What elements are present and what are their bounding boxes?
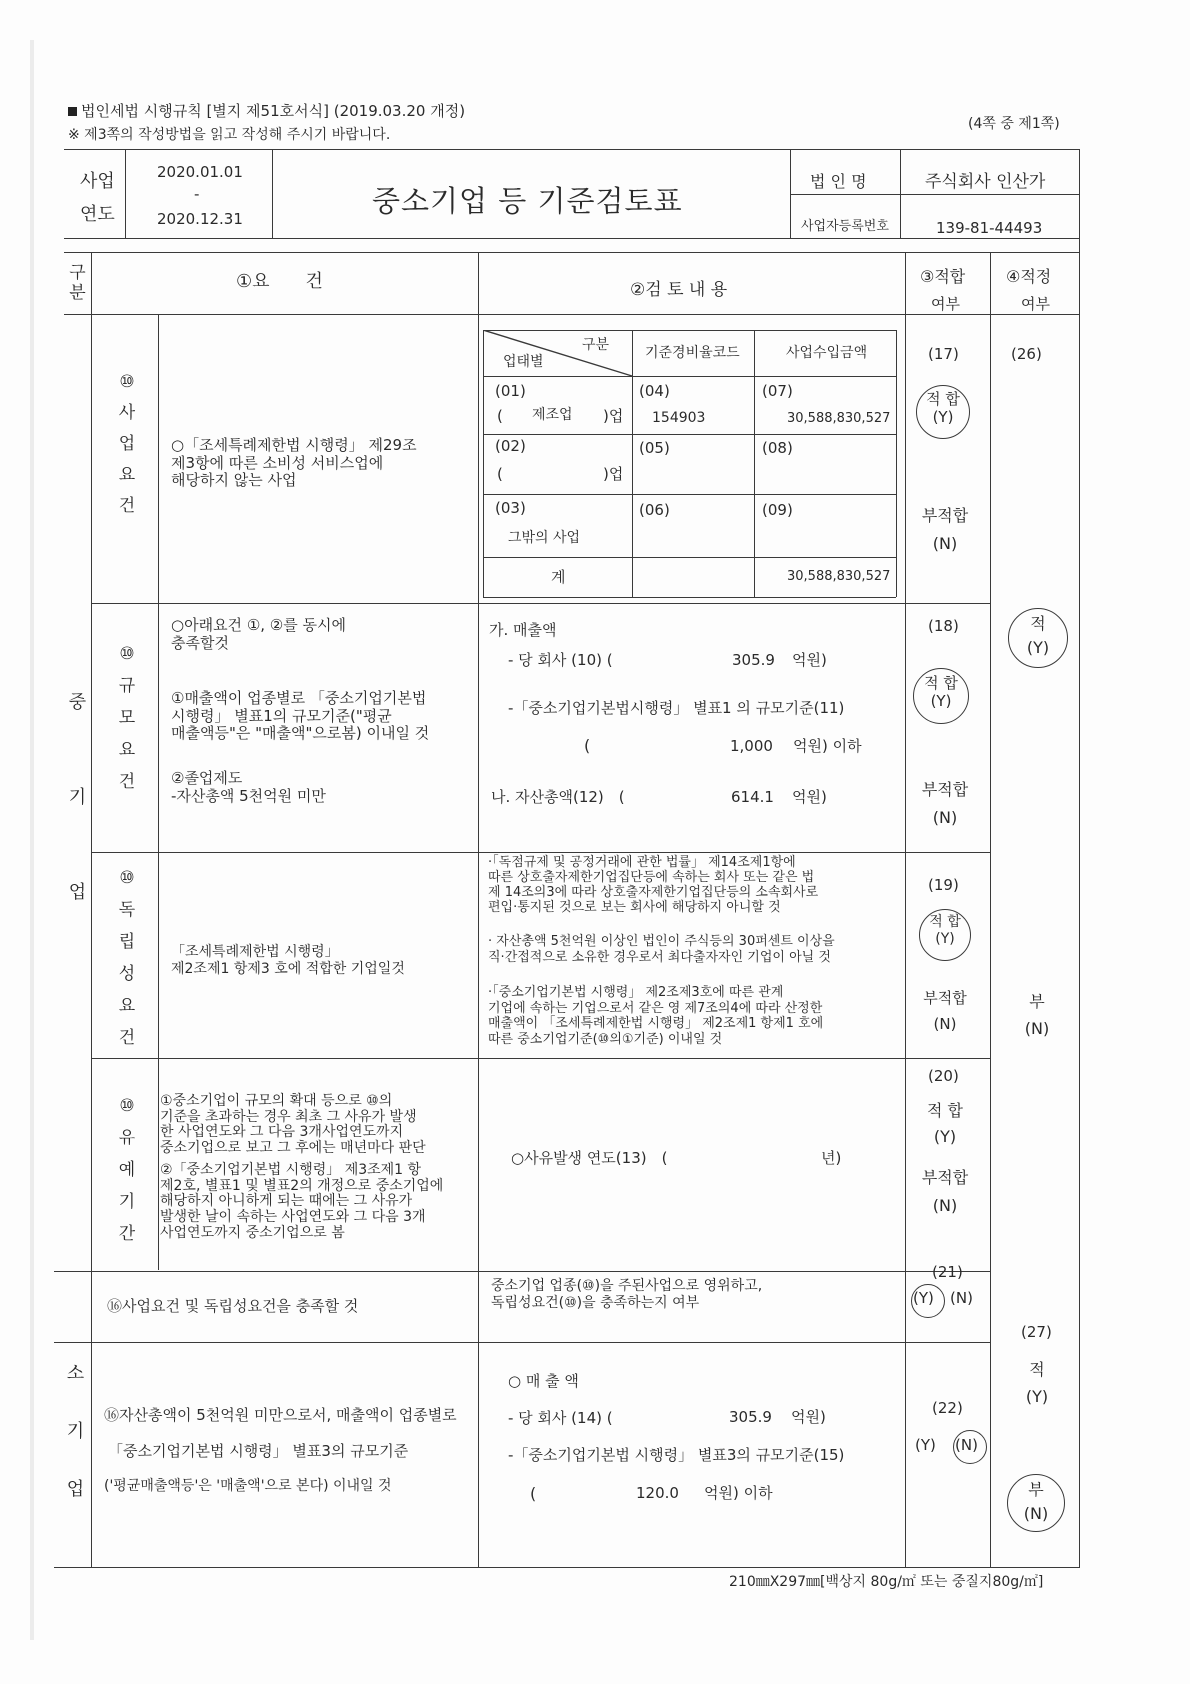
table-row2-open: (: [497, 465, 503, 483]
row106-review-company: - 당 회사 (14) (: [508, 1409, 613, 1427]
row106-req-1: ⑯자산총액이 5천억원 미만으로서, 매출액이 업종별로: [104, 1406, 457, 1424]
row102-unit: 억원): [792, 651, 827, 669]
rule: [790, 194, 1079, 195]
table-row1-name: 제조업: [532, 407, 573, 423]
row101-fit-no-text: 부적합 (N): [921, 506, 969, 553]
row105-requirement: ⑯사업요건 및 독립성요건을 충족할 것: [107, 1297, 359, 1315]
rule: [483, 494, 896, 495]
table-row3-no: (03): [495, 499, 526, 517]
table-row1-code-no: (04): [639, 382, 670, 400]
paper-spec: 210㎜X297㎜[백상지 80g/㎡ 또는 중질지80g/㎡]: [729, 1574, 1044, 1590]
rule: [272, 149, 273, 238]
row106-fit-y: (Y): [915, 1436, 936, 1454]
row103-fit-no: (19): [928, 876, 959, 894]
row102-fit-no-text: 부적합 (N): [921, 780, 969, 827]
scan-edge: [30, 40, 34, 1640]
rule: [91, 252, 92, 1567]
table-row3-amt-no: (09): [762, 501, 793, 519]
row106-standard-open: (: [530, 1484, 537, 1503]
column-fit: ③적합: [920, 267, 966, 286]
rule: [905, 252, 906, 1567]
table-row2-code-no: (05): [639, 439, 670, 457]
row101-proper-no: (26): [1011, 345, 1042, 363]
row105-fit-no: (21): [932, 1263, 963, 1281]
row102-proper: 적 (Y): [1026, 614, 1050, 657]
row106-req-3: ('평균매출액등'은 '매출액'으로 본다) 이내일 것: [104, 1478, 392, 1494]
rule: [64, 238, 1079, 239]
table-row2-suffix: )업: [603, 465, 624, 483]
row103-review-3: ·「중소기업기본법 시행령」 제2조제3호에 따른 관계 기업에 속하는 기업으로서 같은 영 제7조의4에 따라 산정한 매출액이 「조세특례제한법 시행령」 제2조제1 항제1 호에 따른 중소기업기준(⑩의①기준) 이내일 것: [488, 985, 824, 1047]
rule: [54, 1342, 991, 1343]
row106-fit-n: (N): [955, 1436, 978, 1454]
row102-standard-value: 1,000: [730, 737, 773, 755]
row103-requirement: 「조세특례제한법 시행령」 제2조제1 항제3 호에 적합한 기업일것: [171, 944, 405, 977]
table-row1-amount: 30,588,830,527: [787, 411, 891, 426]
row104-fit-yes: 적 합 (Y): [927, 1101, 963, 1146]
row102-req-2: ②졸업제도 -자산총액 5천억원 미만: [171, 769, 326, 805]
row106-standard-value: 120.0: [636, 1484, 679, 1502]
row106-review-standard: -「중소기업기본법 시행령」 별표3의 규모기준(15): [508, 1446, 845, 1464]
row101-label: ⑩ 사 업 요 건: [118, 372, 136, 516]
row104-label: ⑩ 유 예 기 간: [118, 1096, 136, 1244]
table-row1-amt-no: (07): [762, 382, 793, 400]
row102-company-sales: 305.9: [732, 651, 775, 669]
row105-fit-y: (Y): [913, 1289, 934, 1307]
table-row3-name: 그밖의 사업: [508, 530, 581, 546]
row104-fit-no: (20): [928, 1067, 959, 1085]
table-total-amount: 30,588,830,527: [787, 569, 891, 584]
rule: [1079, 149, 1080, 1567]
table-row3-code-no: (06): [639, 501, 670, 519]
side-label-small: 소기업: [66, 1363, 85, 1500]
page-indicator: (4쪽 중 제1쪽): [968, 116, 1060, 132]
row104-req-1: ①중소기업이 규모의 확대 등으로 ⑩의 기준을 초과하는 경우 최초 그 사유가 발생 한 사업연도와 그 다음 3개사업연도까지 중소기업으로 보고 그 후에는 매년마다 판단: [160, 1093, 426, 1157]
instruction-note: ※ 제3쪽의 작성방법을 읽고 작성해 주시기 바랍니다.: [68, 127, 391, 143]
table-row1-no: (01): [495, 382, 526, 400]
row104-req-2: ②「중소기업기본법 시행령」 제3조제1 항 제2호, 별표1 및 별표2의 개정으로 중소기업에 해당하지 아니하게 되는 때에는 그 사유가 발생한 날이 속하는 사업연도와 그 다음 3개 사업연도까지 중소기업으로 봄: [160, 1162, 444, 1241]
rule: [64, 149, 1079, 150]
table-diag-top: 구분: [582, 337, 610, 353]
row101-requirement: ○「조세특례제한법 시행령」 제29조 제3항에 따른 소비성 서비스업에 해당하지 않는 사업: [171, 436, 417, 490]
regulation-reference: [68, 103, 465, 120]
row106-req-2: 「중소기업기본법 시행령」 별표3의 규모기준: [108, 1442, 409, 1460]
row102-standard-unit: 억원) 이하: [793, 737, 862, 755]
year-label-1: 사업: [80, 171, 115, 192]
rule: [483, 557, 896, 558]
row105-review: 중소기업 업종(⑩)을 주된사업으로 영위하고, 독립성요건(⑩)을 충족하는지 여부: [491, 1278, 763, 1311]
row102-req-1: ①매출액이 업종별로 「중소기업기본법 시행령」 별표1의 규모기준("평균 매출액등"은 "매출액"으로봄) 이내일 것: [171, 689, 430, 743]
row103-review-2: · 자산총액 5천억원 이상인 법인이 주식등의 30퍼센트 이상을 직·간접적으로 소유한 경우로서 최다출자자인 기업이 아닐 것: [488, 934, 835, 966]
regulation-text: 법인세법 시행규칙 [별지 제51호서식] (2019.03.20 개정): [81, 102, 466, 120]
column-proper: ④적정: [1006, 267, 1052, 286]
row103-review-1: ·「독점규제 및 공정거래에 관한 법률」 제14조제1항에 따른 상호출자제한기업집단등에 속하는 회사 또는 같은 법 제 14조의3에 따라 상호출자제한기업집단등의 소속회사로 편입·통지된 것으로 보는 회사에 해당하지 아니할 것: [488, 855, 819, 915]
row105-fit-n: (N): [950, 1289, 973, 1307]
row102-req-intro: ○아래요건 ①, ②를 동시에 충족할것: [171, 616, 346, 652]
row104-fit-no-text: 부적합 (N): [921, 1168, 969, 1215]
rule: [125, 149, 126, 238]
rule: [64, 314, 1079, 315]
row101-fit-no: (17): [928, 345, 959, 363]
row106-company-sales: 305.9: [729, 1408, 772, 1426]
row104-review: ○사유발생 연도(13) (: [511, 1149, 668, 1167]
row105-proper-yes: 적 (Y): [1025, 1360, 1049, 1406]
rule: [91, 603, 991, 604]
row102-asset-value: 614.1: [731, 788, 774, 806]
table-row2-amt-no: (08): [762, 439, 793, 457]
table-row2-no: (02): [495, 437, 526, 455]
column-requirement: ①요 건: [236, 271, 323, 292]
table-header-amount: 사업수입금액: [786, 345, 868, 361]
row103-fit-yes: 적 합 (Y): [929, 914, 961, 947]
rule: [478, 252, 479, 1567]
row106-fit-no: (22): [932, 1399, 963, 1417]
column-fit-sub: 여부: [931, 295, 960, 313]
row102-asset-unit: 억원): [792, 788, 827, 806]
period-end: 2020.12.31: [157, 210, 243, 228]
row106-unit: 억원): [791, 1408, 826, 1426]
column-proper-sub: 여부: [1021, 295, 1050, 313]
year-label-2: 연도: [80, 204, 115, 225]
table-row1-suffix: )업: [603, 407, 624, 425]
table-diag-bottom: 업태별: [503, 354, 544, 370]
row103-fit-no-text: 부적합 (N): [923, 989, 967, 1033]
period-dash: -: [194, 185, 200, 203]
rule: [158, 314, 159, 1270]
table-row1-code: 154903: [652, 410, 706, 426]
side-label-sme: 중기업: [68, 692, 87, 903]
rule: [64, 252, 1079, 253]
form-title: 중소기업 등 기준검토표: [372, 184, 683, 218]
rule: [483, 434, 896, 435]
row106-review-title: ○ 매 출 액: [508, 1372, 579, 1390]
row103-label: ⑩ 독 립 성 요 건: [118, 868, 136, 1048]
row102-review-na: 나. 자산총액(12) (: [491, 788, 625, 806]
row102-standard-open: (: [584, 736, 591, 755]
table-row1-open: (: [497, 407, 503, 425]
table-header-code: 기준경비율코드: [645, 345, 740, 361]
rule: [990, 252, 991, 1567]
reg-no-label: 사업자등록번호: [801, 219, 889, 234]
column-category-text: 구분: [69, 263, 86, 304]
rule: [91, 852, 991, 853]
row105-proper-no-text: 부 (N): [1023, 1480, 1049, 1523]
corp-name: 주식회사 인산가: [925, 172, 1046, 192]
row102-review-ga: 가. 매출액: [489, 621, 557, 639]
rule: [754, 330, 755, 597]
row106-standard-unit: 억원) 이하: [704, 1484, 773, 1502]
corp-name-label: 법 인 명: [810, 172, 867, 191]
row104-review-unit: 년): [821, 1149, 842, 1167]
row102-label: ⑩ 규 모 요 건: [118, 644, 136, 792]
reg-no: 139-81-44493: [936, 219, 1043, 237]
row102-fit-no: (18): [928, 617, 959, 635]
row102-fit-yes: 적 합 (Y): [924, 674, 958, 710]
row102-review-company: - 당 회사 (10) (: [508, 651, 613, 669]
row103-proper: 부 (N): [1024, 992, 1050, 1038]
column-review: ②검 토 내 용: [630, 280, 728, 300]
rule: [91, 1058, 991, 1059]
table-total-label: 계: [551, 568, 566, 586]
period-start: 2020.01.01: [157, 163, 243, 181]
rule: [483, 597, 896, 598]
column-category: [64, 263, 91, 303]
row102-review-standard: -「중소기업기본법시행령」 별표1 의 규모기준(11): [508, 699, 845, 717]
rule: [896, 330, 897, 597]
rule: [54, 1271, 991, 1272]
row105-proper-no: (27): [1021, 1323, 1052, 1341]
square-bullet-icon: [68, 107, 77, 116]
row101-fit-yes: 적 합 (Y): [926, 390, 960, 426]
rule: [54, 1567, 1080, 1568]
